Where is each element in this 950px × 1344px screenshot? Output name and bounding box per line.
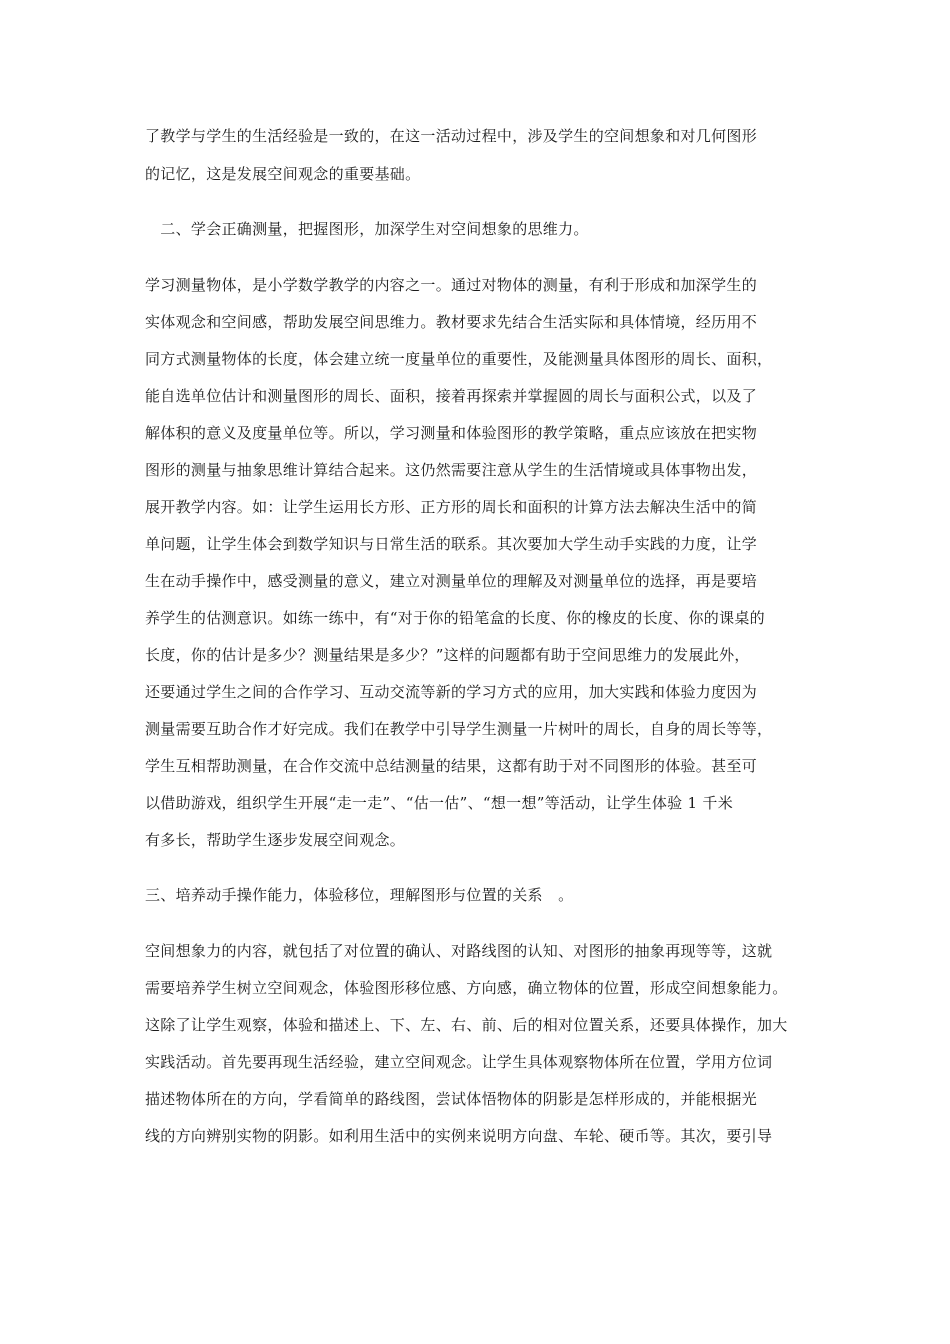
text-line: 学习测量物体，是小学数学教学的内容之一。通过对物体的测量，有利于形成和加深学生的: [145, 276, 758, 294]
text-line: 单问题，让学生体会到数学知识与日常生活的联系。其次要加大学生动手实践的力度，让学: [145, 535, 758, 553]
text-line: 图形的测量与抽象思维计算结合起来。这仍然需要注意从学生的生活情境或具体事物出发，: [145, 461, 758, 479]
text-line: 以借助游戏，组织学生开展“走一走”、“估一估”、“想一想”等活动，让学生体验 1 千米: [145, 794, 733, 812]
text-line: 了教学与学生的生活经验是一致的，在这一活动过程中，涉及学生的空间想象和对几何图形: [145, 127, 758, 145]
text-line: 的记忆，这是发展空间观念的重要基础。: [145, 165, 421, 183]
text-line: 需要培养学生树立空间观念，体验图形移位感、方向感，确立物体的位置，形成空间想象能力。: [145, 979, 788, 997]
text-line: 能自选单位估计和测量图形的周长、面积，接着再探索并掌握圆的周长与面积公式，以及了: [145, 387, 758, 405]
text-line: 养学生的估测意识。如练一练中，有“对于你的铅笔盒的长度、你的橡皮的长度、你的课桌的: [145, 609, 765, 627]
section-heading-2: 二、学会正确测量，把握图形，加深学生对空间想象的思维力。: [145, 220, 589, 238]
text-line: 解体积的意义及度量单位等。所以，学习测量和体验图形的教学策略，重点应该放在把实物: [145, 424, 758, 442]
text-line: 空间想象力的内容，就包括了对位置的确认、对路线图的认知、对图形的抽象再现等等，这就: [145, 942, 773, 960]
text-line: 有多长，帮助学生逐步发展空间观念。: [145, 831, 406, 849]
text-line: 实践活动。首先要再现生活经验，建立空间观念。让学生具体观察物体所在位置，学用方位词: [145, 1053, 773, 1071]
text-line: 同方式测量物体的长度，体会建立统一度量单位的重要性，及能测量具体图形的周长、面积，: [145, 350, 773, 368]
text-line: 实体观念和空间感，帮助发展空间思维力。教材要求先结合生活实际和具体情境，经历用不: [145, 313, 758, 331]
section-heading-3: 三、培养动手操作能力，体验移位，理解图形与位置的关系 。: [145, 886, 574, 904]
text-line: 线的方向辨别实物的阴影。如利用生活中的实例来说明方向盘、车轮、硬币等。其次，要引导: [145, 1127, 773, 1145]
text-line: 长度，你的估计是多少？测量结果是多少？”这样的问题都有助于空间思维力的发展此外，: [145, 646, 750, 664]
text-line: 生在动手操作中，感受测量的意义，建立对测量单位的理解及对测量单位的选择，再是要培: [145, 572, 758, 590]
text-line: 展开教学内容。如：让学生运用长方形、正方形的周长和面积的计算方法去解决生活中的简: [145, 498, 758, 516]
text-line: 描述物体所在的方向，学看简单的路线图，尝试体悟物体的阴影是怎样形成的，并能根据光: [145, 1090, 758, 1108]
text-line: 还要通过学生之间的合作学习、互动交流等新的学习方式的应用，加大实践和体验力度因为: [145, 683, 758, 701]
text-line: 测量需要互助合作才好完成。我们在教学中引导学生测量一片树叶的周长，自身的周长等等，: [145, 720, 773, 738]
text-line: 学生互相帮助测量，在合作交流中总结测量的结果，这都有助于对不同图形的体验。甚至可: [145, 757, 758, 775]
text-line: 这除了让学生观察，体验和描述上、下、左、右、前、后的相对位置关系，还要具体操作，加大: [145, 1016, 788, 1034]
